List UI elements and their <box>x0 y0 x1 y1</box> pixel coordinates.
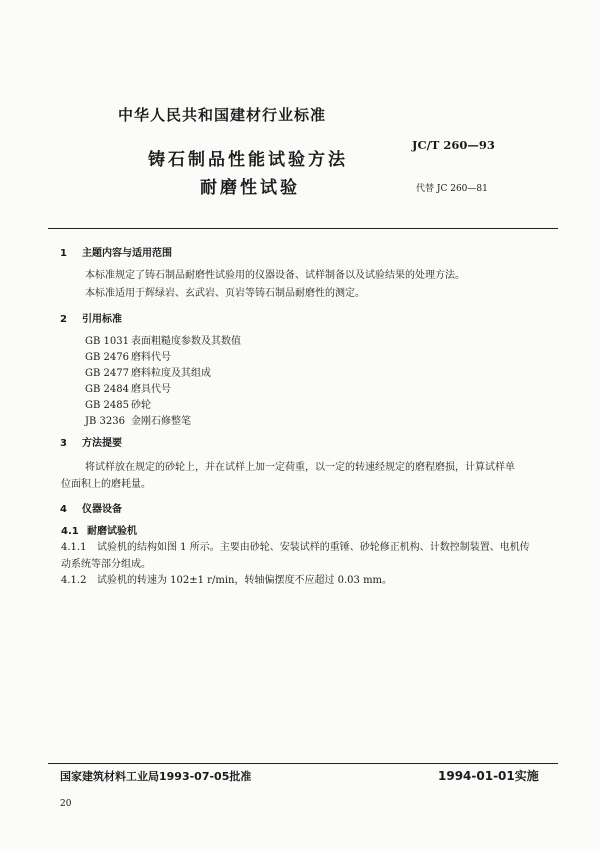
ref-item <box>85 348 171 363</box>
ref-code: JB 3236 <box>85 416 125 427</box>
ref-item <box>85 412 191 427</box>
section-1-title: 主题内容与适用范围 <box>82 248 172 259</box>
ref-name: 砂轮 <box>131 400 151 411</box>
section-1-heading <box>60 244 172 259</box>
section-3-text-line2: 位面积上的磨耗量。 <box>61 479 151 490</box>
page-number: 20 <box>60 799 72 809</box>
replaces-note: 代替 JC 260—81 <box>416 184 488 194</box>
section-1-paragraph-2: 本标准适用于辉绿岩、玄武岩、页岩等铸石制品耐磨性的测定。 <box>85 288 365 299</box>
ref-code: GB 2477 <box>85 368 129 379</box>
section-2-heading <box>60 310 122 325</box>
ref-item <box>85 396 151 411</box>
section-3-heading <box>60 434 122 449</box>
section-4-title: 仪器设备 <box>82 504 122 515</box>
section-3-number: 3 <box>60 438 67 449</box>
doc-title-line1: 铸石制品性能试验方法 <box>148 150 348 170</box>
section-1-number: 1 <box>60 248 67 259</box>
subsection-4-1-number: 4.1 <box>61 526 79 537</box>
ref-item <box>85 332 241 347</box>
approval-line: 国家建筑材料工业局1993-07-05批准 <box>60 770 252 783</box>
ref-name: 磨料粒度及其组成 <box>131 368 211 379</box>
ref-name: 磨料代号 <box>131 352 171 363</box>
section-1-paragraph-1: 本标准规定了铸石制品耐磨性试验用的仪器设备、试样制备以及试验结果的处理方法。 <box>85 270 465 281</box>
ref-code: GB 2485 <box>85 400 129 411</box>
ref-item <box>85 364 211 379</box>
header-rule <box>48 228 558 229</box>
section-3-text-line1: 将试样放在规定的砂轮上，并在试样上加一定荷重，以一定的转速经规定的磨程磨损，计算试样单 <box>85 462 515 473</box>
section-2-number: 2 <box>60 314 67 325</box>
clause-4-1-2-text: 试验机的转速为 102±1 r/min，转轴偏摆度不应超过 0.03 mm。 <box>97 575 393 586</box>
ref-item <box>85 380 171 395</box>
subsection-4-1-title: 耐磨试验机 <box>87 526 137 537</box>
clause-4-1-1-line2: 动系统等部分组成。 <box>61 559 151 570</box>
ref-name: 表面粗糙度参数及其数值 <box>131 336 241 347</box>
clause-4-1-2-number: 4.1.2 <box>61 575 87 586</box>
org-title: 中华人民共和国建材行业标准 <box>118 106 327 124</box>
clause-4-1-2 <box>61 571 392 586</box>
clause-4-1-1-line1 <box>61 538 530 553</box>
ref-name: 磨具代号 <box>131 384 171 395</box>
doc-title-line2: 耐磨性试验 <box>200 178 300 198</box>
section-4-heading <box>60 500 122 515</box>
ref-code: GB 2484 <box>85 384 129 395</box>
clause-4-1-1-number: 4.1.1 <box>61 542 87 553</box>
section-3-title: 方法提要 <box>82 438 122 449</box>
ref-code: GB 1031 <box>85 336 129 347</box>
footer-rule <box>48 763 558 764</box>
ref-code: GB 2476 <box>85 352 129 363</box>
effective-date: 1994-01-01实施 <box>438 769 539 783</box>
subsection-4-1-heading <box>61 522 137 537</box>
section-4-number: 4 <box>60 504 67 515</box>
clause-4-1-1-text: 试验机的结构如图 1 所示。主要由砂轮、安装试样的重锤、砂轮修正机构、计数控制装置、电机传 <box>97 542 530 553</box>
section-2-title: 引用标准 <box>82 314 122 325</box>
ref-name: 金刚石修整笔 <box>131 416 191 427</box>
std-number: JC/T 260—93 <box>412 138 495 152</box>
